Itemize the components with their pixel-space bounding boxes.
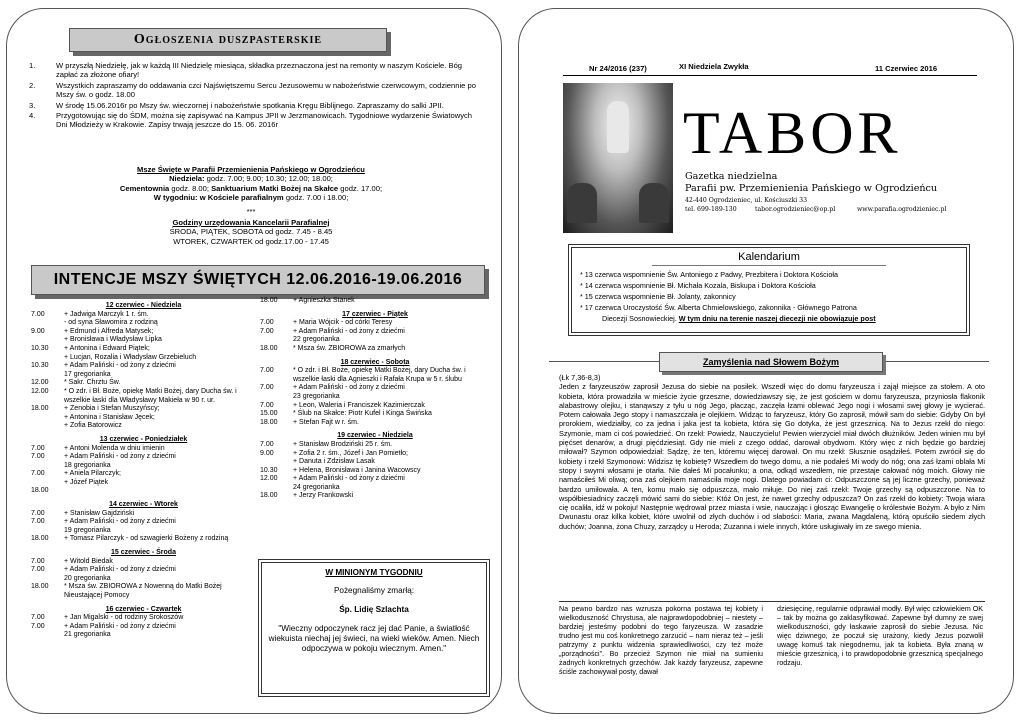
intention-time: 7.00 — [31, 453, 45, 461]
announcements-list — [29, 61, 479, 131]
intention-time — [31, 354, 64, 363]
meditation-column-left: Na pewno bardzo nas wzrusza pokorna postawa tej kobiety i wielkoduszność Chrystusa, ale najprawdopodobniej – niestety – bardziej jesteśmy podobni do tego faryzeusza. W zasadzie trudno jest mu coś konkretnego zarzucić – nam nieraz też – jeśli patrzymy z punktu widzenia sprawiedliwości, czy też może „porządności”. Bo przecież Szymon nie miał na sumieniu żadnych konkretnych grzechów. Jak każdy faryzeusz, zapewne ściśle zachowywał posty, dawał — [559, 605, 763, 676]
intention-row — [260, 475, 490, 484]
intention-row — [31, 631, 256, 640]
prayer-quote: "Wieczny odpoczynek racz jej dać Panie, a światłość wiekuista niechaj jej świeci, na wieki wieków. Amen. Niech odpoczywa w pokoju wiecznym. Amen." — [268, 624, 480, 653]
intention-text: + Józef Piątek — [64, 478, 109, 486]
intention-row — [31, 583, 256, 600]
intention-time — [31, 575, 64, 584]
intention-time — [31, 319, 64, 328]
intention-row — [260, 345, 490, 354]
intention-text: + Adam Paliński - od żony z dziećmi — [64, 518, 176, 526]
intention-row — [260, 297, 490, 306]
intention-text: + Lucjan, Rozalia i Władysław Grzebieluch — [64, 353, 197, 361]
intention-text: + Tomasz Pilarczyk - od szwagierki Bożeny z rodziną — [64, 535, 229, 543]
intention-time: 7.00 — [31, 470, 45, 478]
issue-number: Nr 24/2016 (237) — [589, 64, 647, 73]
intention-row — [31, 462, 256, 471]
intention-text: + Stanisław Gajdziński — [64, 509, 135, 517]
intention-text: + Zenobia i Stefan Muszyńscy; — [64, 405, 160, 413]
intention-text: + Aniela Pilarczyk; — [64, 470, 121, 478]
right-page — [518, 8, 1014, 714]
intention-row — [31, 575, 256, 584]
intention-time — [31, 414, 64, 423]
intention-text: + Antonina i Stanisław Jęcek; — [64, 413, 155, 421]
intention-time: 18.00 — [260, 297, 278, 304]
intention-time: 7.00 — [260, 401, 274, 409]
intention-row — [260, 419, 490, 428]
intention-row — [260, 492, 490, 501]
intention-row — [31, 354, 256, 363]
intention-row — [31, 558, 256, 567]
intention-row — [31, 311, 256, 320]
intention-time — [260, 336, 293, 345]
intention-time: 7.00 — [31, 614, 45, 622]
intention-text: + Agnieszka Stanek — [293, 297, 355, 304]
past-week-text: Pożegnaliśmy zmarłą: — [333, 586, 415, 595]
intention-time: 7.00 — [260, 367, 274, 375]
intention-time: 9.00 — [31, 327, 45, 335]
deceased-name: Śp. Lidię Szlachta — [339, 605, 409, 614]
intention-row — [31, 328, 256, 337]
calendar-item: Diecezji Sosnowieckiej. W tym dniu na terenie naszej diecezji nie obowiązuje post — [602, 314, 876, 323]
masthead-title: TABOR — [683, 100, 902, 166]
calendar-item: * 14 czerwca wspomnienie Bł. Michała Kozala, Biskupa i Doktora Kościoła — [580, 281, 816, 290]
intention-row — [31, 510, 256, 519]
intention-text: - od syna Sławomira z rodziną — [64, 319, 158, 327]
intention-text: + Adam Paliński - od żony z dziećmi — [293, 327, 405, 335]
intention-row — [260, 319, 490, 328]
office-hours-title: Godziny urzędowania Kancelarii Parafialnej — [172, 218, 330, 227]
calendar-item: * 13 czerwca wspomnienie Św. Antoniego z Padwy, Prezbitera i Doktora Kościoła — [580, 270, 838, 279]
intention-time: 15.00 — [260, 410, 278, 418]
issue-date: 11 Czerwiec 2016 — [875, 64, 938, 73]
intention-time: 7.00 — [31, 509, 45, 517]
intention-day-heading: 16 czerwiec - Czwartek — [105, 605, 182, 613]
intention-text: * Ślub na Skałce: Piotr Kufel i Kinga Świńska — [293, 410, 432, 418]
intention-text: * Msza św. ZBIOROWA z Nowenną do Matki Bożej Nieustającej Pomocy — [64, 583, 222, 599]
announcement-item: 4. Przygotowując się do ŚDM, można się zapisywać na Kampus JPII w Jerzmanowicach. Tygodniowe wydarzenie Światowych Dni Młodzieży w Krakowie. Zapisy trwają jeszcze do 15. 06. 2016r — [29, 111, 473, 130]
intention-time: 7.00 — [31, 557, 45, 565]
intention-row — [31, 336, 256, 345]
intention-time: 18.00 — [31, 487, 49, 495]
intention-time — [31, 422, 64, 431]
intention-row — [31, 414, 256, 423]
intention-row — [31, 527, 256, 536]
intention-text: + Adam Paliński - od żony z dziećmi — [64, 566, 176, 574]
intention-time: 18.00 — [260, 418, 278, 426]
intention-time: 12.00 — [260, 475, 278, 483]
intention-row — [31, 453, 256, 462]
intention-time: 10.30 — [31, 362, 49, 370]
transfiguration-image — [563, 83, 673, 233]
announcements-banner: Ogłoszenia duszpasterskie — [69, 28, 387, 52]
intention-day-heading: 14 czerwiec - Wtorek — [109, 501, 178, 509]
intention-text: 22 gregorianka — [293, 336, 340, 344]
intention-row — [31, 479, 256, 488]
intention-text: + Leon, Waleria i Franciszek Kazimierczak — [293, 401, 425, 409]
intention-text: + Jan Migalski - od rodziny Srokoszów — [64, 614, 184, 622]
intention-row — [260, 367, 490, 384]
intention-time: 10.30 — [31, 344, 49, 352]
announcement-item: 1. W przyszłą Niedzielę, jak w każdą III Niedzielę miesiąca, składka przeznaczona jest na remonty w naszym Kościele. Bóg zapłać za złożone ofiary! — [29, 61, 463, 80]
intention-text: 24 gregorianka — [293, 483, 340, 491]
intention-row — [31, 388, 256, 405]
website: www.parafia.ogrodzieniec.pl — [857, 206, 947, 213]
email: tabor.ogrodzieniec@op.pl — [755, 206, 836, 213]
calendar-title-rule — [652, 265, 886, 266]
office-hours-line: ŚRODA, PIĄTEK, SOBOTA od godz. 7.45 - 8.45 — [169, 227, 333, 237]
intention-row — [31, 623, 256, 632]
masthead-parish: Parafii pw. Przemienienia Pańskiego w Ogrodzieńcu — [685, 183, 938, 194]
intention-row — [31, 614, 256, 623]
announcement-item: 2. Wszystkich zapraszamy do oddawania czci Najświętszemu Sercu Jezusowemu w nabożeństwie czerwcowym, codziennie po Mszy św. o godz. 18.00 — [29, 80, 476, 100]
intentions-column-1 — [31, 297, 256, 640]
intention-row — [260, 467, 490, 476]
intention-text: 19 gregorianka — [64, 526, 111, 534]
intention-day-heading: 13 czerwiec - Poniedziałek — [99, 435, 188, 443]
separator-stars: *** — [246, 206, 256, 216]
intention-text: + Maria Wójcik - od córki Teresy — [293, 319, 393, 327]
intention-row — [260, 441, 490, 450]
intention-text: + Danuta i Zdzisław Lasak — [293, 458, 375, 466]
calendar-item: * 15 czerwca wspomnienie Bł. Jolanty, zakonnicy — [580, 292, 736, 301]
meditation-column-right: dziesięcinę, regularnie odprawiał modły. Był więc człowiekiem OK – tak by można go zaklasyfikować. Zapewne był dumny ze swej wielkoduszności, gdy łaskawie zaprosił do siebie Jezusa. Nic więc dziwnego, że poczuł się urażony, kiedy Jezus pozwolił uwagę komuś tak niegodnemu, jak ta kobieta. Była znaną w mieście grzesznicą, i to prawdopodobnie grzesznicą specjalnego rodzaju. — [777, 605, 983, 667]
intention-day-heading: 19 czerwiec - Niedziela — [337, 432, 413, 440]
intention-text: + Adam Paliński - od żony z dziećmi — [64, 622, 176, 630]
intention-text: + Jerzy Frankowski — [293, 492, 354, 500]
intention-day-heading: 17 czerwiec - Piątek — [342, 310, 408, 318]
intention-row — [260, 328, 490, 337]
intention-text: * O zdr. i Bł. Boże, opiekę Matki Bożej, dary Ducha św. i wszelkie łaski dla Władysławy Makieła w 90 r. ur. — [64, 387, 237, 404]
intention-time — [31, 336, 64, 345]
intention-time: 7.00 — [260, 327, 274, 335]
intention-text: + Zofia 2 r. śm., Józef i Jan Pomietło; — [293, 449, 408, 457]
intention-time — [31, 631, 64, 640]
address: 42-440 Ogrodzieniec, ul. Kościuszki 33 — [685, 197, 808, 204]
intention-row — [31, 379, 256, 388]
intention-time — [31, 462, 64, 471]
intention-time: 7.00 — [31, 622, 45, 630]
intention-row — [31, 405, 256, 414]
intention-row — [31, 445, 256, 454]
intention-text: * O zdr. i Bł. Boże, opiekę Matki Bożej, dary Ducha św. i wszelkie łaski dla Agnieszki i Rafała Krupa w 5 r. ślubu — [293, 367, 466, 383]
intention-text: + Jadwiga Marczyk 1 r. śm. — [64, 310, 149, 318]
intention-text: + Adam Paliński - od żony z dziećmi — [64, 362, 176, 370]
intention-text: 17 gregorianka — [64, 370, 111, 378]
intention-row — [31, 518, 256, 527]
intention-row — [260, 410, 490, 419]
intention-text: + Adam Paliński - od żony z dziećmi — [293, 384, 405, 392]
intention-text: 21 gregorianka — [64, 631, 111, 639]
intentions-column-2 — [260, 297, 490, 501]
intention-text: + Stanisław Brodziński 25 r. śm. — [293, 440, 393, 448]
intention-time: 7.00 — [31, 518, 45, 526]
mass-schedule-sunday: Niedziela: godz. 7.00; 9.00; 10.30; 12.00; 18.00; — [169, 174, 333, 184]
reflection-banner: Zamyślenia nad Słowem Bożym — [659, 352, 883, 372]
intention-row — [260, 450, 490, 459]
intention-row — [260, 384, 490, 393]
intention-row — [31, 535, 256, 544]
intention-day-heading: 18 czerwiec - Sobota — [340, 358, 410, 366]
intention-time: 7.00 — [31, 566, 45, 574]
intention-text: + Adam Paliński - od żony z dziećmi — [64, 453, 176, 461]
intention-row — [260, 484, 490, 493]
intention-text: + Witold Biedak — [64, 557, 113, 565]
intention-time: 18.00 — [260, 344, 278, 352]
gospel-body: Jeden z faryzeuszów zaprosił Jezusa do siebie na posiłek. Wszedł więc do domu faryzeusza i zajął miejsce za stołem. A oto kobieta, która prowadziła w mieście życie grzeszne, dowiedziawszy się, że jest gościem w domu faryzeusza, przyniosła flakonik alabastrowy olejku, i stanąwszy z tyłu u nóg Jego, płacząc, zaczęła łzami oblewać Jego nogi i włosami swej głowy je wycierać. Potem całowała Jego stopy i namaszczała je olejkiem. Widząc to faryzeusz, który Go zaprosił, mówił sam do siebie: Gdyby On był prorokiem, wiedziałby, co za jedna i jaka jest ta kobieta, która się Go dotyka, że jest grzesznicą. Na to Jezus rzekł do niego: Szymonie, mam ci coś powiedzieć. On rzekł: Powiedz, Nauczycielu! Pewien wierzyciel miał dwóch dłużników. Jeden winien mu był pięćset denarów, a drugi pięćdziesiąt. Gdy nie mieli z czego oddać, darował obydwom. Który więc z nich będzie go bardziej miłował? Szymon odpowiedział: Sądzę, że ten, któremu więcej darował. On mu rzekł: Słusznie osądziłeś. Potem zwrócił się do kobiety i rzekł Szymonowi: Widzisz tę kobietę? Wszedłem do twego domu, a nie podałeś Mi wody do nóg; ona zaś łzami oblała Mi stopy i swymi włosami je otarła. Nie dałeś Mi pocałunku; a ona, odkąd wszedłem, nie przestaje całować nóg moich. Głowy nie namaściłeś Mi oliwą; ona zaś olejkiem namaściła moje nogi. Dlatego powiadam ci: Odpuszczone są jej liczne grzechy, ponieważ bardzo umiłowała. A ten, komu mało się odpuszcza, mało miłuje. Do niej zaś rzekł: Twoje grzechy są odpuszczone. Na to współbiesiadnicy zaczęli mówić sami do siebie: Któż On jest, że nawet grzechy odpuszcza? On zaś rzekł do kobiety: Twoja wiara cię ocaliła, idź w pokoju! Następnie wędrował przez miasta i wsie, nauczając i głosząc Ewangelię o królestwie Bożym. A było z Nim Dwunastu oraz kilka kobiet, które uwolnił od złych duchów i od słabości: Maria, zwana Magdaleną, którą opuściło siedem złych duchów; Joanna, żona Chuzy, zarządcy u Heroda; Zuzanna i wiele innych, które usługiwały im ze swego mienia. — [559, 382, 985, 531]
intention-text: + Stefan Fajt w r. śm. — [293, 418, 359, 426]
intention-time: 18.00 — [31, 405, 49, 413]
intention-text — [64, 487, 256, 496]
figure-left — [567, 183, 597, 223]
calendar-list — [580, 269, 966, 324]
intention-row — [31, 345, 256, 354]
intention-text: + Antoni Molenda w dniu imienin — [64, 444, 165, 452]
calendar-box — [571, 247, 967, 333]
intention-row — [31, 566, 256, 575]
office-hours — [31, 218, 471, 246]
intention-text: + Edmund i Alfreda Matysek; — [64, 327, 154, 335]
intention-time: 7.00 — [31, 444, 45, 452]
intentions-banner: INTENCJE MSZY ŚWIĘTYCH 12.06.2016-19.06.2016 — [31, 265, 485, 295]
mass-schedule — [31, 165, 471, 216]
intention-day-heading: 15 czerwiec - Środa — [111, 549, 176, 557]
announcement-item: 3. W środę 15.06.2016r po Mszy św. wieczornej i nabożeństwie spotkania Kręgu Biblijnego. Zapraszamy do salki JPII. — [29, 100, 444, 110]
left-page — [6, 8, 502, 714]
intention-text: 18 gregorianka — [64, 461, 111, 469]
masthead-subtitle: Gazetka niedzielna — [685, 171, 778, 182]
intention-time: 18.00 — [31, 535, 49, 543]
past-week-title: W MINIONYM TYGODNIU — [325, 568, 423, 577]
intention-text: + Adam Paliński - od żony z dziećmi — [293, 475, 405, 483]
intention-row — [31, 362, 256, 371]
intention-time — [260, 484, 293, 493]
past-week-box — [261, 562, 487, 694]
intention-time: 10.30 — [260, 466, 278, 474]
office-hours-line: WTOREK, CZWARTEK od godz.17.00 - 17.45 — [173, 236, 329, 246]
intention-row — [260, 336, 490, 345]
intention-day-heading: 12 czerwiec - Niedziela — [105, 302, 182, 309]
mass-schedule-title: Msze Święte w Parafii Przemienienia Pańskiego w Ogrodzieńcu — [137, 165, 365, 174]
intention-text: + Bronisława i Władysław Lipka — [64, 336, 162, 344]
liturgical-sunday: XI Niedziela Zwykła — [679, 62, 749, 71]
intention-row — [260, 402, 490, 411]
intention-time: 9.00 — [260, 449, 274, 457]
intention-time: 12.00 — [31, 387, 49, 395]
phone: tel. 699-189-130 — [685, 206, 737, 213]
intention-row — [31, 470, 256, 479]
intention-time — [260, 458, 293, 467]
calendar-title: Kalendarium — [738, 251, 800, 263]
intention-row — [31, 487, 256, 496]
intention-text: + Antonina i Edward Piątek; — [64, 344, 150, 352]
gospel-text — [559, 373, 985, 531]
intention-time — [31, 371, 64, 380]
mass-schedule-other: Cementownia godz. 8.00; Sanktuarium Matki Bożej na Skałce godz. 17.00; — [119, 183, 383, 193]
header-rule — [563, 75, 977, 76]
meditation-section — [559, 601, 985, 720]
intention-text: 23 gregorianka — [293, 392, 340, 400]
intention-time — [31, 479, 64, 488]
calendar-item: * 17 czerwca Uroczystość Św. Alberta Chmielowskiego, zakonnika - Głównego Patrona — [580, 303, 857, 312]
intention-time: 12.00 — [31, 379, 49, 387]
intention-row — [260, 393, 490, 402]
christ-figure — [607, 101, 629, 153]
intention-time — [260, 393, 293, 402]
intention-text: * Msza św. ZBIOROWA za zmarłych — [293, 344, 406, 352]
figure-right — [639, 183, 669, 223]
intention-row — [31, 422, 256, 431]
mass-schedule-week: W tygodniu: w Kościele parafialnym godz. 7.00 i 18.00; — [153, 193, 349, 203]
intention-text: 20 gregorianka — [64, 574, 111, 582]
intention-time: 18.00 — [31, 583, 49, 591]
intention-time: 18.00 — [260, 492, 278, 500]
intention-time: 7.00 — [31, 310, 45, 318]
intention-time — [31, 527, 64, 536]
gospel-reference: (Łk 7,36-8,3) — [559, 373, 601, 382]
intention-time: 7.00 — [260, 319, 274, 327]
intention-row — [260, 458, 490, 467]
intention-text: * Sakr. Chrztu Św. — [64, 379, 121, 387]
intention-row — [31, 319, 256, 328]
intention-time: 7.00 — [260, 440, 274, 448]
intention-text: + Zofia Batorowicz — [64, 422, 122, 430]
intention-time: 7.00 — [260, 384, 274, 392]
intention-text: + Helena, Bronisława i Janina Wacowscy — [293, 466, 421, 474]
